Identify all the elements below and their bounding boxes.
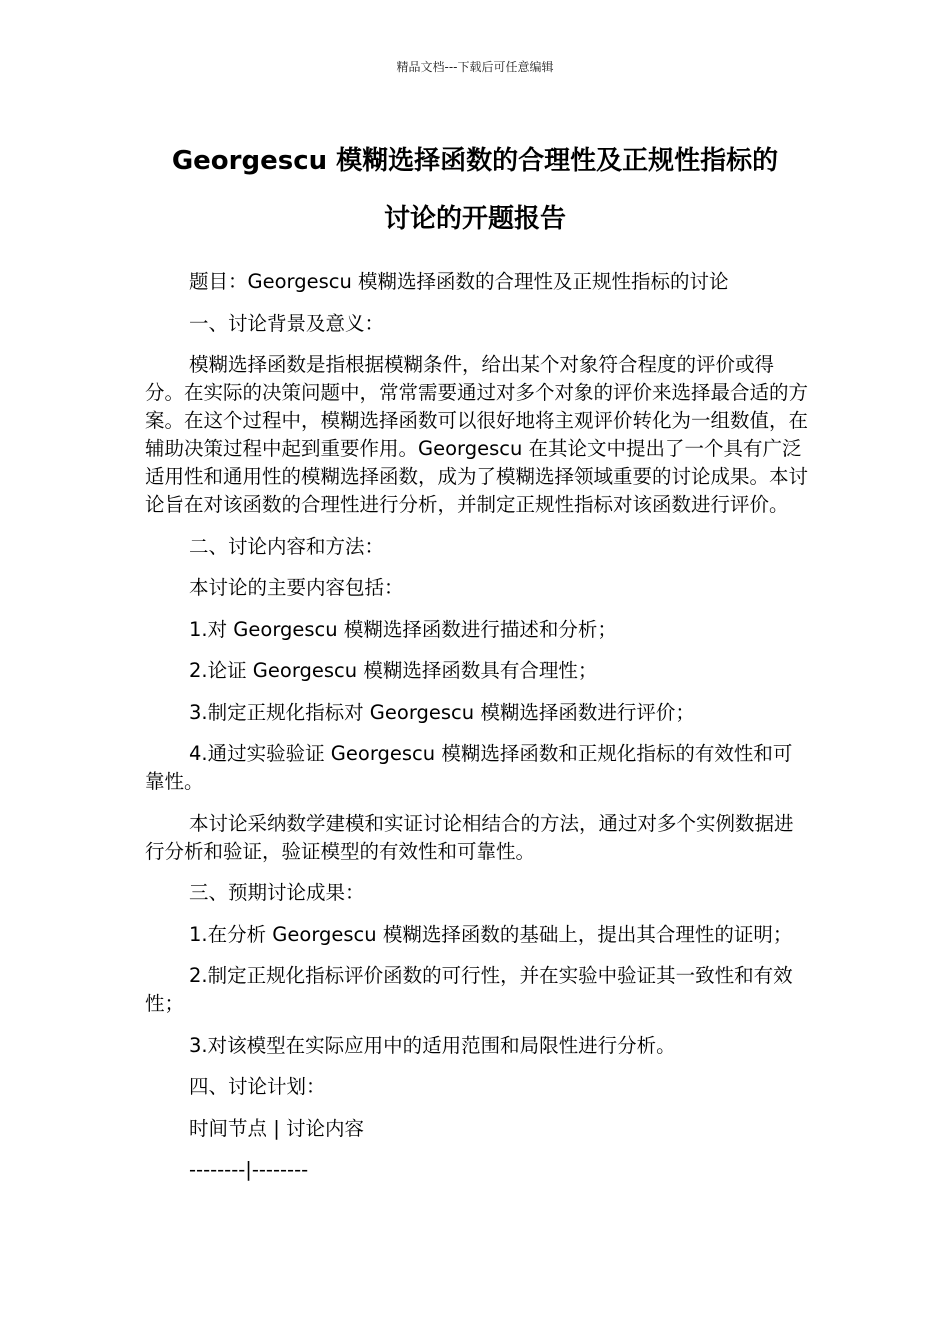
- list-item-content-3: 3.制定正规化指标对 Georgescu 模糊选择函数进行评价；: [189, 700, 695, 724]
- paragraph-method: 本讨论采纳数学建模和实证讨论相结合的方法，通过对多个实例数据进行分析和验证，验证模型的有效性和可靠性。: [145, 811, 794, 863]
- section-heading-plan: 四、讨论计划：: [189, 1075, 326, 1098]
- title-line-2: 讨论的开题报告: [383, 204, 566, 234]
- list-item-result-3: 3.对该模型在实际应用中的适用范围和局限性进行分析。: [189, 1033, 676, 1057]
- paragraph-content-intro: 本讨论的主要内容包括：: [189, 576, 404, 599]
- header-note: 精品文档---下载后可任意编辑: [396, 60, 554, 74]
- list-item-content-4: 4.通过实验验证 Georgescu 模糊选择函数和正规化指标的有效性和可靠性。: [145, 742, 793, 793]
- section-heading-content-method: 二、讨论内容和方法：: [189, 534, 385, 558]
- title-line-1: Georgescu 模糊选择函数的合理性及正规性指标的: [171, 146, 779, 176]
- list-item-content-2: 2.论证 Georgescu 模糊选择函数具有合理性；: [189, 659, 598, 682]
- list-item-result-1: 1.在分析 Georgescu 模糊选择函数的基础上，提出其合理性的证明；: [189, 922, 793, 946]
- plan-table-header: 时间节点 | 讨论内容: [189, 1116, 364, 1140]
- plan-table-separator: --------|--------: [189, 1158, 309, 1181]
- document-body: [145, 268, 810, 1198]
- list-item-content-1: 1.对 Georgescu 模糊选择函数进行描述和分析；: [189, 617, 617, 641]
- paragraph-background: 模糊选择函数是指根据模糊条件，给出某个对象符合程度的评价或得分。在实际的决策问题中，常常需要通过对多个对象的评价来选择最合适的方案。在这个过程中，模糊选择函数可以很好地将主观评价转化为一组数值，在辅助决策过程中起到重要作用。Georgescu 在其论文中提出了一个具有广泛适用性和通用性的模糊选择函数，成为了模糊选择领域重要的讨论成果。本讨论旨在对该函数的合理性进行分析，并制定正规性指标对该函数进行评价。: [145, 353, 809, 516]
- list-item-result-2: 2.制定正规化指标评价函数的可行性，并在实验中验证其一致性和有效性；: [145, 964, 793, 1015]
- section-heading-expected-results: 三、预期讨论成果：: [189, 881, 365, 904]
- paragraph-topic: 题目：Georgescu 模糊选择函数的合理性及正规性指标的讨论: [189, 270, 729, 293]
- document-title: [100, 132, 850, 248]
- section-heading-background: 一、讨论背景及意义：: [189, 311, 385, 335]
